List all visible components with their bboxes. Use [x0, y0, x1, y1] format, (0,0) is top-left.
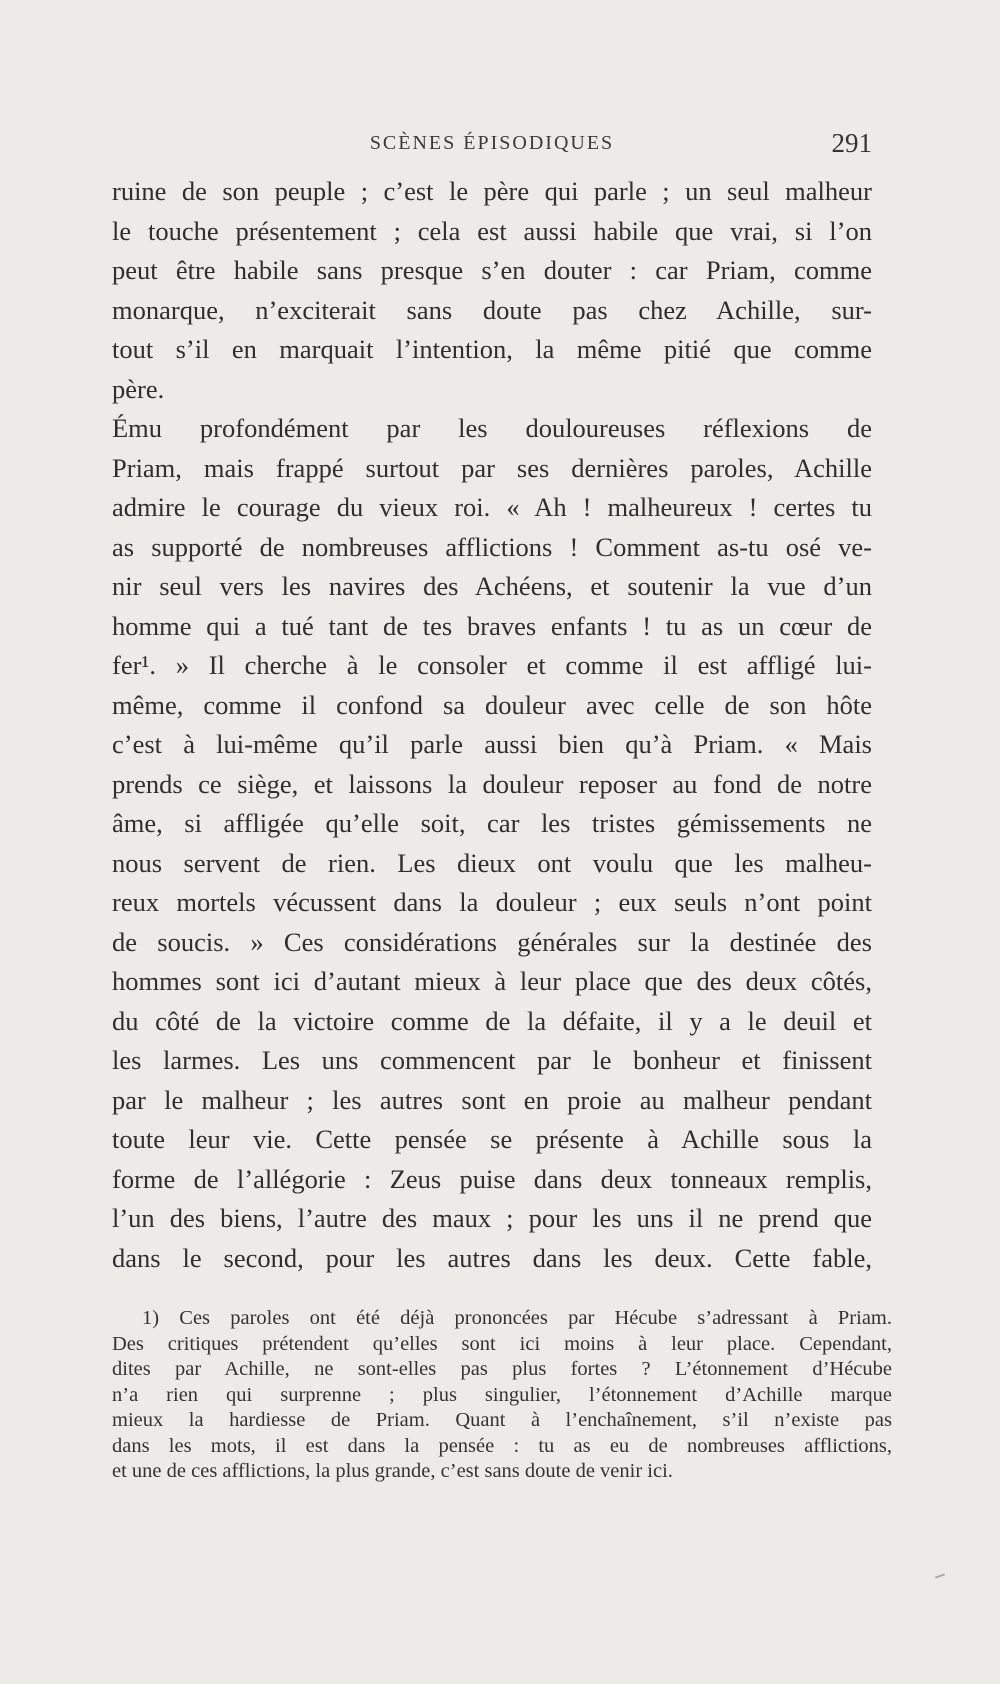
text-line: du côté de la victoire comme de la défaite, il y a le deuil et — [112, 1005, 872, 1036]
text-line: l’un des biens, l’autre des maux ; pour les uns il ne prend que — [112, 1203, 872, 1233]
ink-mark — [935, 1573, 945, 1578]
text-line: fer¹. » Il cherche à le consoler et comme il est affligé lui- — [112, 650, 872, 680]
footnote-line: dans les mots, il est dans la pensée : tu as eu de nombreuses afflictions, — [112, 1434, 892, 1457]
text-line: prends ce siège, et laissons la douleur reposer au fond de notre — [112, 768, 872, 799]
text-line: le touche présentement ; cela est aussi habile que vrai, si l’on — [112, 215, 872, 246]
footnote-line: et une de ces afflictions, la plus grande, c’est sans doute de venir ici. — [112, 1460, 673, 1482]
text-line: ruine de son peuple ; c’est le père qui parle ; un seul malheur — [112, 176, 872, 206]
text-line: tout s’il en marquait l’intention, la même pitié que comme — [112, 334, 872, 364]
text-line: même, comme il confond sa douleur avec celle de son hôte — [112, 689, 872, 720]
text-line: reux mortels vécussent dans la douleur ; eux seuls n’ont point — [112, 887, 872, 917]
text-line: toute leur vie. Cette pensée se présente à Achille sous la — [112, 1124, 872, 1154]
footnote-line: mieux la hardiesse de Priam. Quant à l’enchaînement, s’il n’existe pas — [112, 1409, 892, 1431]
footnote-line: Des critiques prétendent qu’elles sont ici moins à leur place. Cependant, — [112, 1332, 892, 1355]
text-line: par le malheur ; les autres sont en proie au malheur pendant — [112, 1084, 872, 1115]
text-line: Priam, mais frappé surtout par ses dernières paroles, Achille — [112, 452, 872, 483]
text-line: de soucis. » Ces considérations générales sur la destinée des — [112, 926, 872, 957]
text-line: âme, si affligée qu’elle soit, car les tristes gémissements ne — [112, 808, 872, 838]
footnote-line: 1) Ces paroles ont été déjà prononcées par Hécube s’adressant à Priam. — [142, 1307, 892, 1329]
footnote-line: dites par Achille, ne sont-elles pas plus fortes ? L’étonnement d’Hécube — [112, 1358, 892, 1380]
body-text — [112, 172, 872, 1278]
page-number: 291 — [831, 128, 872, 158]
text-line: forme de l’allégorie : Zeus puise dans deux tonneaux remplis, — [112, 1163, 872, 1194]
text-line: monarque, n’exciterait sans doute pas chez Achille, sur- — [112, 294, 872, 325]
text-line: les larmes. Les uns commencent par le bonheur et finissent — [112, 1045, 872, 1075]
footnote-line: n’a rien qui surprenne ; plus singulier, l’étonnement d’Achille marque — [112, 1383, 892, 1406]
text-line: nir seul vers les navires des Achéens, et soutenir la vue d’un — [112, 571, 872, 601]
running-title: SCÈNES ÉPISODIQUES — [369, 132, 615, 154]
running-header — [112, 128, 872, 160]
text-line: dans le second, pour les autres dans les deux. Cette fable, — [112, 1242, 872, 1273]
text-line: Ému profondément par les douloureuses réflexions de — [112, 413, 872, 443]
text-line: homme qui a tué tant de tes braves enfants ! tu as un cœur de — [112, 610, 872, 641]
text-line: hommes sont ici d’autant mieux à leur place que des deux côtés, — [112, 966, 872, 996]
text-line: c’est à lui-même qu’il parle aussi bien qu’à Priam. « Mais — [112, 729, 872, 759]
text-line: peut être habile sans presque s’en douter : car Priam, comme — [112, 255, 872, 285]
footnote — [112, 1306, 892, 1485]
text-line: as supporté de nombreuses afflictions ! Comment as-tu osé ve- — [112, 531, 872, 562]
text-line: nous servent de rien. Les dieux ont voulu que les malheu- — [112, 847, 872, 878]
text-line: admire le courage du vieux roi. « Ah ! malheureux ! certes tu — [112, 492, 872, 522]
text-line: père. — [112, 373, 165, 404]
